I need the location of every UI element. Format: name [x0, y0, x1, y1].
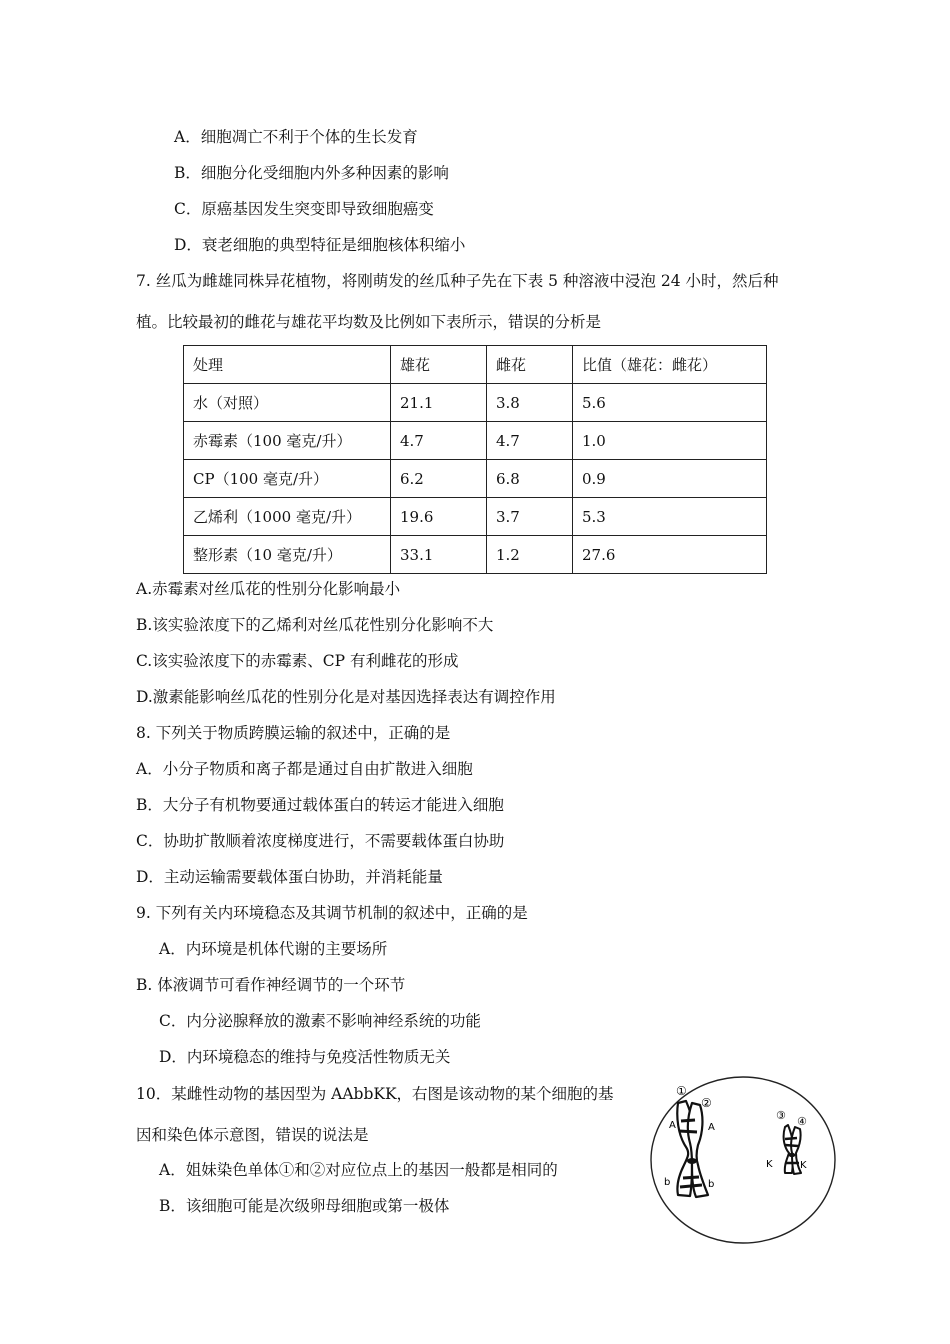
table-header-cell: 雄花: [391, 346, 487, 384]
table-row: [184, 498, 767, 536]
table-cell: 21.1: [391, 384, 487, 422]
q9-stem: 9. 下列有关内环境稳态及其调节机制的叙述中，正确的是: [136, 904, 528, 922]
table-cell: 5.3: [573, 498, 767, 536]
q6-option-d: D．衰老细胞的典型特征是细胞核体积缩小: [174, 236, 466, 254]
gene-a-right-label: A: [708, 1122, 715, 1133]
table-cell: 水（对照）: [184, 384, 391, 422]
q9-option-c: C．内分泌腺释放的激素不影响神经系统的功能: [159, 1012, 481, 1030]
q7-option-b: B.该实验浓度下的乙烯利对丝瓜花性别分化影响不大: [136, 616, 494, 634]
q7-data-table: [183, 345, 767, 574]
q8-option-d: D．主动运输需要载体蛋白协助，并消耗能量: [136, 868, 443, 886]
q9-option-d: D．内环境稳态的维持与免疫活性物质无关: [159, 1048, 451, 1066]
gene-a-left-label: A: [669, 1120, 676, 1131]
table-cell: 4.7: [487, 422, 573, 460]
table-row: [184, 384, 767, 422]
q7-option-d: D.激素能影响丝瓜花的性别分化是对基因选择表达有调控作用: [136, 688, 556, 706]
q10-option-a: A．姐妹染色单体①和②对应位点上的基因一般都是相同的: [159, 1161, 558, 1179]
table-cell: 33.1: [391, 536, 487, 574]
q7-option-a: A.赤霉素对丝瓜花的性别分化影响最小: [136, 580, 401, 598]
table-header-row: [184, 346, 767, 384]
table-cell: 6.2: [391, 460, 487, 498]
gene-b-left-label: b: [664, 1177, 671, 1188]
table-header-cell: 比值（雄花：雌花）: [573, 346, 767, 384]
table-cell: 3.7: [487, 498, 573, 536]
chromatid-1-label: ①: [676, 1084, 687, 1098]
small-chromosome: [784, 1125, 801, 1174]
q10-option-b: B．该细胞可能是次级卵母细胞或第一极体: [159, 1197, 450, 1215]
q8-option-a: A．小分子物质和离子都是通过自由扩散进入细胞: [136, 760, 473, 778]
q10-stem-line1: 10．某雌性动物的基因型为 AAbbKK，右图是该动物的某个细胞的基: [136, 1085, 614, 1103]
table-cell: 19.6: [391, 498, 487, 536]
q8-stem: 8. 下列关于物质跨膜运输的叙述中，正确的是: [136, 724, 451, 742]
table-cell: 3.8: [487, 384, 573, 422]
q9-option-b: B. 体液调节可看作神经调节的一个环节: [136, 976, 406, 994]
chromatid-3-label: ③: [776, 1109, 786, 1122]
q7-stem-line1: 7. 丝瓜为雌雄同株异花植物，将刚萌发的丝瓜种子先在下表 5 种溶液中浸泡 24 小时，然后种: [136, 272, 779, 290]
q9-option-a: A．内环境是机体代谢的主要场所: [159, 940, 388, 958]
gene-b-right-label: b: [708, 1179, 715, 1190]
table-cell: 4.7: [391, 422, 487, 460]
table-cell: 1.0: [573, 422, 767, 460]
table-cell: 乙烯利（1000 毫克/升）: [184, 498, 391, 536]
chromatid-4-label: ④: [797, 1115, 807, 1128]
cell-chromosome-diagram: [648, 1075, 838, 1245]
q8-option-b: B．大分子有机物要通过载体蛋白的转运才能进入细胞: [136, 796, 504, 814]
q7-stem-line2: 植。比较最初的雌花与雄花平均数及比例如下表所示，错误的分析是: [136, 313, 602, 331]
q10-stem-line2: 因和染色体示意图，错误的说法是: [136, 1126, 369, 1144]
chromatid-2-label: ②: [701, 1096, 712, 1110]
q7-option-c: C.该实验浓度下的赤霉素、CP 有利雌花的形成: [136, 652, 459, 670]
q6-option-b: B．细胞分化受细胞内外多种因素的影响: [174, 164, 449, 182]
table-cell: 27.6: [573, 536, 767, 574]
table-cell: 赤霉素（100 毫克/升）: [184, 422, 391, 460]
table-cell: 6.8: [487, 460, 573, 498]
table-row: [184, 460, 767, 498]
table-header-cell: 处理: [184, 346, 391, 384]
table-row: [184, 536, 767, 574]
table-cell: 1.2: [487, 536, 573, 574]
q6-option-c: C．原癌基因发生突变即导致细胞癌变: [174, 200, 434, 218]
table-cell: 5.6: [573, 384, 767, 422]
table-cell: 0.9: [573, 460, 767, 498]
gene-k-right-label: K: [800, 1160, 807, 1171]
table-cell: CP（100 毫克/升）: [184, 460, 391, 498]
gene-k-left-label: K: [766, 1159, 773, 1170]
table-row: [184, 422, 767, 460]
table-cell: 整形素（10 毫克/升）: [184, 536, 391, 574]
large-chromosome: [677, 1101, 708, 1197]
q8-option-c: C．协助扩散顺着浓度梯度进行，不需要载体蛋白协助: [136, 832, 505, 850]
q6-option-a: A．细胞凋亡不利于个体的生长发育: [174, 128, 418, 146]
table-header-cell: 雌花: [487, 346, 573, 384]
